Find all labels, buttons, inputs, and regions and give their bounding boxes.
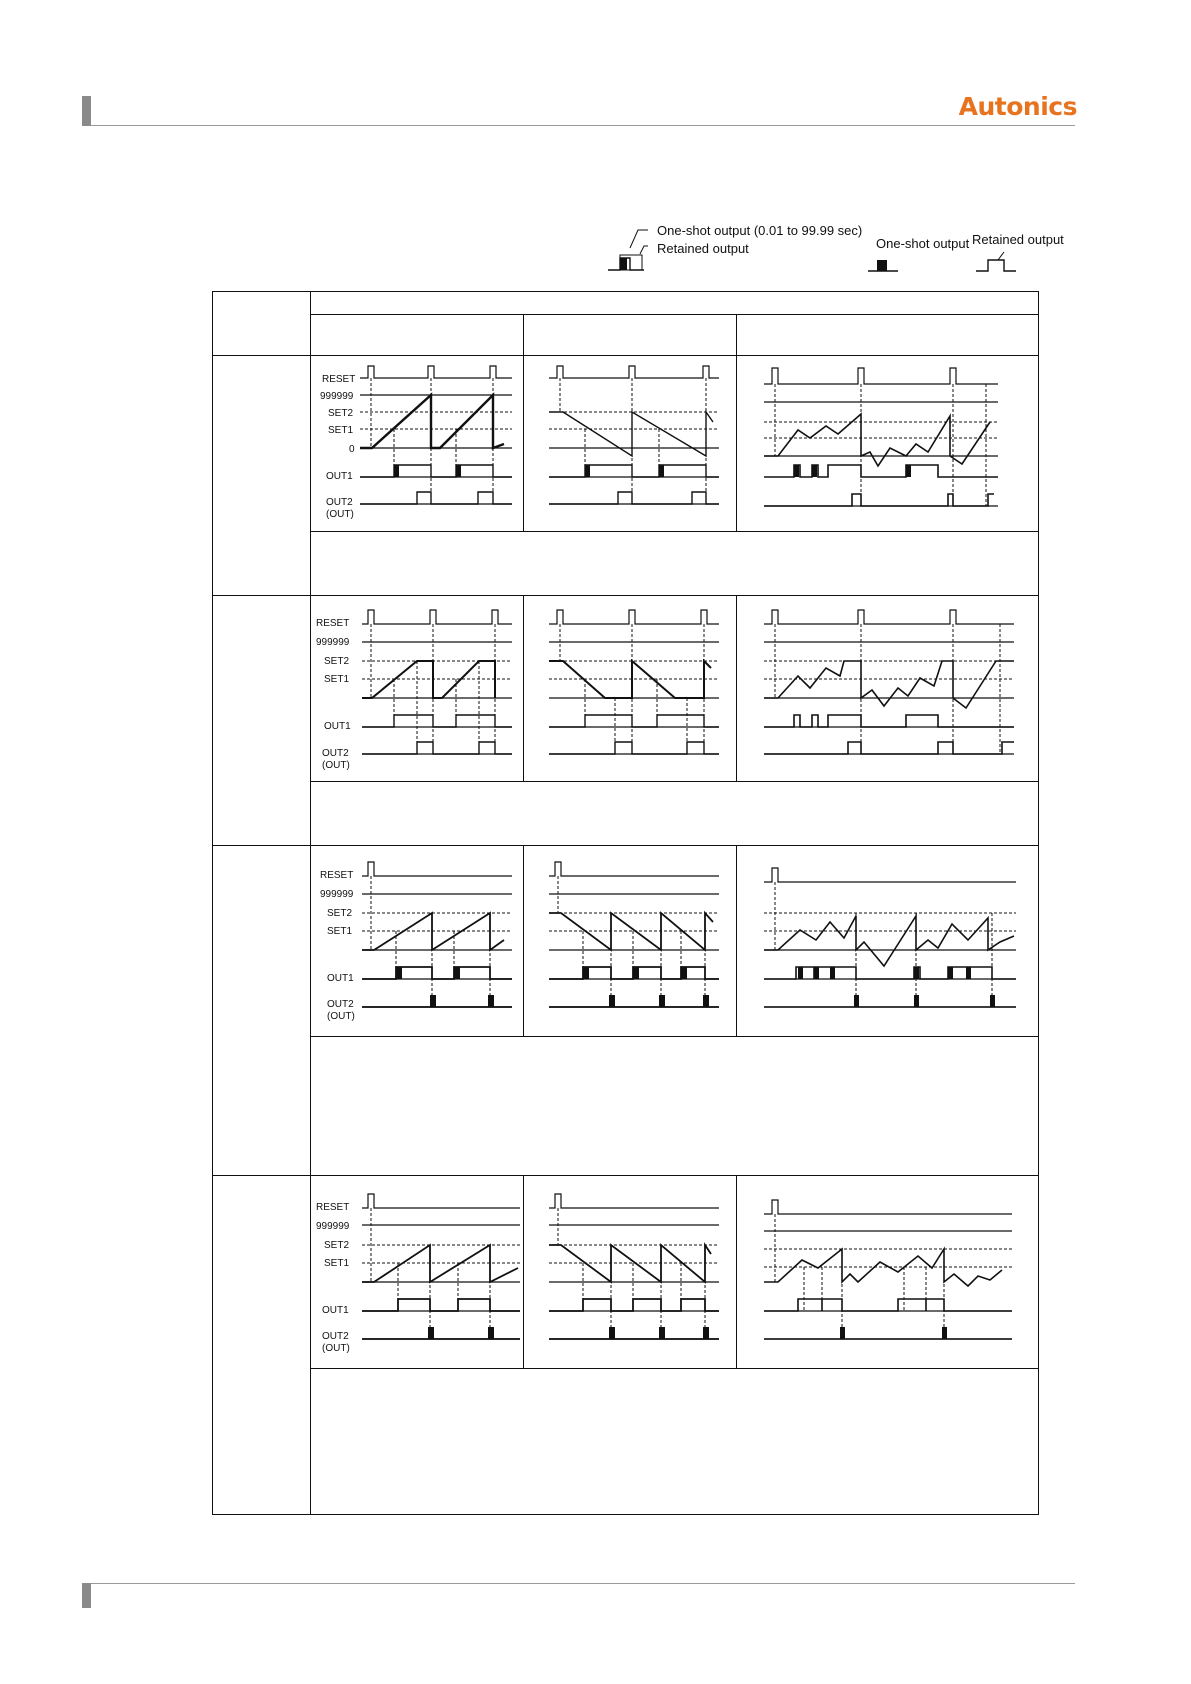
timing-diagram-2b xyxy=(525,596,737,782)
legend-oneshot-range: One-shot output (0.01 to 99.99 sec) xyxy=(657,223,863,238)
timing-diagram-3a xyxy=(312,846,524,1036)
timing-diagram-4b xyxy=(525,1176,737,1368)
label-set1: SET1 xyxy=(328,425,354,436)
label-out2: OUT2 xyxy=(326,497,353,508)
label-set2: SET2 xyxy=(324,656,350,667)
label-out2: OUT2 xyxy=(327,999,354,1010)
header-rule xyxy=(91,125,1075,126)
label-max: 999999 xyxy=(320,889,354,900)
label-out1: OUT1 xyxy=(327,973,354,984)
legend-retained: Retained output xyxy=(657,241,749,256)
timing-diagram-4a xyxy=(312,1176,524,1368)
label-set2: SET2 xyxy=(328,408,354,419)
label-set2: SET2 xyxy=(324,1240,350,1251)
label-reset: RESET xyxy=(322,374,356,385)
label-out1: OUT1 xyxy=(326,471,353,482)
timing-diagram-3c xyxy=(738,846,1038,1036)
footer-rule xyxy=(91,1583,1075,1584)
label-out1: OUT1 xyxy=(324,721,351,732)
legend-retained-label: Retained output xyxy=(972,232,1064,247)
label-out: (OUT) xyxy=(322,1343,350,1354)
label-set1: SET1 xyxy=(327,926,353,937)
label-set1: SET1 xyxy=(324,674,350,685)
timing-diagram-2a xyxy=(312,596,524,782)
label-out: (OUT) xyxy=(327,1011,355,1022)
brand-logo: Autonics xyxy=(958,92,1077,121)
timing-diagram-1b xyxy=(525,356,737,532)
label-zero: 0 xyxy=(349,444,355,455)
label-reset: RESET xyxy=(320,870,354,881)
label-out2: OUT2 xyxy=(322,1331,349,1342)
label-max: 999999 xyxy=(316,1221,350,1232)
label-set1: SET1 xyxy=(324,1258,350,1269)
timing-diagram-2c xyxy=(738,596,1038,782)
timing-diagram-1c xyxy=(738,356,1038,532)
label-max: 999999 xyxy=(316,637,350,648)
label-out2: OUT2 xyxy=(322,748,349,759)
footer-accent-bar xyxy=(82,1583,91,1608)
timing-diagram-1a xyxy=(312,356,524,532)
label-out1: OUT1 xyxy=(322,1305,349,1316)
label-reset: RESET xyxy=(316,1202,350,1213)
label-out: (OUT) xyxy=(322,760,350,771)
label-out: (OUT) xyxy=(326,509,354,520)
label-reset: RESET xyxy=(316,618,350,629)
legend-oneshot-label: One-shot output xyxy=(876,236,970,251)
timing-diagram-3b xyxy=(525,846,737,1036)
header-accent-bar xyxy=(82,96,91,126)
label-max: 999999 xyxy=(320,391,354,402)
timing-diagram-4c xyxy=(738,1176,1038,1368)
label-set2: SET2 xyxy=(327,908,353,919)
